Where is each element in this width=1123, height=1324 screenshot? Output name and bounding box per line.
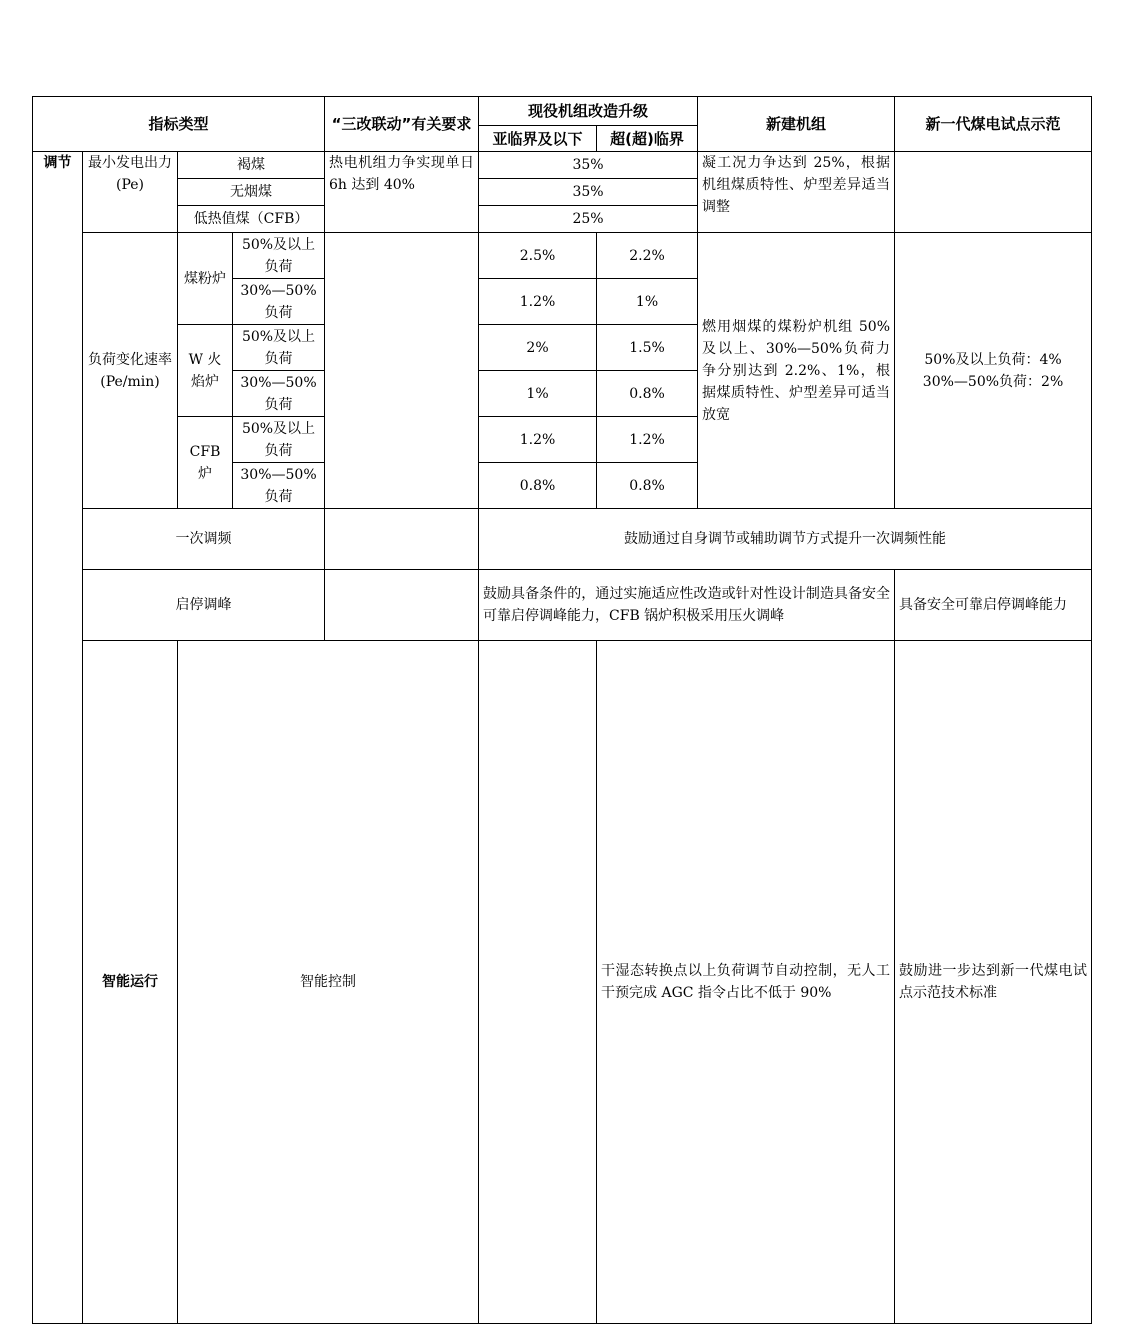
primary-freq-requirement-empty <box>325 509 479 570</box>
rate-value-super: 0.8% <box>597 371 698 417</box>
min-output-requirement: 热电机组力争实现单日 6h 达到 40% <box>325 152 479 233</box>
load-rate-new-gen-line2: 30%—50%负荷：2% <box>922 373 1064 390</box>
rate-value-sub: 0.8% <box>479 463 597 509</box>
furnace-cfb: CFB 炉 <box>178 417 233 509</box>
rate-value-super: 1% <box>597 279 698 325</box>
smart-group-label: 智能运行 <box>83 641 178 1324</box>
coal-type-lignite: 褐煤 <box>178 152 325 179</box>
primary-freq-text: 鼓励通过自身调节或辅助调节方式提升一次调频性能 <box>479 509 1092 570</box>
smart-requirement-empty <box>479 641 597 1324</box>
furnace-w-flame: W 火焰炉 <box>178 325 233 417</box>
header-new-gen-demo: 新一代煤电试点示范 <box>895 97 1092 152</box>
rate-value-sub: 1% <box>479 371 597 417</box>
primary-freq-label: 一次调频 <box>83 509 325 570</box>
load-level: 30%—50%负荷 <box>233 371 325 417</box>
start-stop-requirement-empty <box>325 570 479 641</box>
load-level: 50%及以上负荷 <box>233 325 325 371</box>
rate-value-sub: 1.2% <box>479 279 597 325</box>
min-output-lignite-value: 35% <box>479 152 698 179</box>
rate-value-super: 0.8% <box>597 463 698 509</box>
load-rate-new-units: 燃用烟煤的煤粉炉机组 50%及以上、30%—50%负荷力争分别达到 2.2%、1%，根据煤质特性、炉型差异可适当放宽 <box>698 233 895 509</box>
rate-value-super: 1.5% <box>597 325 698 371</box>
load-level: 30%—50%负荷 <box>233 279 325 325</box>
smart-new-units-text: 鼓励进一步达到新一代煤电试点示范技术标准 <box>895 641 1092 1324</box>
header-new-units: 新建机组 <box>698 97 895 152</box>
furnace-pulverized: 煤粉炉 <box>178 233 233 325</box>
rate-value-super: 2.2% <box>597 233 698 279</box>
header-subcritical: 亚临界及以下 <box>479 126 597 152</box>
min-output-new-units: 凝工况力争达到 25%，根据机组煤质特性、炉型差异适当调整 <box>698 152 895 233</box>
load-level: 50%及以上负荷 <box>233 233 325 279</box>
load-rate-label: 负荷变化速率(Pe/min) <box>83 233 178 509</box>
min-output-anthracite-value: 35% <box>479 179 698 206</box>
header-existing-upgrade: 现役机组改造升级 <box>479 97 698 126</box>
smart-control-label: 智能控制 <box>178 641 479 1324</box>
rate-value-sub: 2% <box>479 325 597 371</box>
load-level: 50%及以上负荷 <box>233 417 325 463</box>
header-supercritical: 超(超)临界 <box>597 126 698 152</box>
rate-value-super: 1.2% <box>597 417 698 463</box>
header-three-reforms: “三改联动”有关要求 <box>325 97 479 152</box>
min-output-new-gen <box>895 152 1092 233</box>
rate-value-sub: 1.2% <box>479 417 597 463</box>
start-stop-text: 鼓励具备条件的，通过实施适应性改造或针对性设计制造具备安全可靠启停调峰能力，CFB 锅炉积极采用压火调峰 <box>479 570 895 641</box>
rate-value-sub: 2.5% <box>479 233 597 279</box>
load-rate-new-gen-line1: 50%及以上负荷：4% <box>924 351 1062 368</box>
start-stop-label: 启停调峰 <box>83 570 325 641</box>
regulation-group-label: 调节 <box>33 152 83 1324</box>
load-rate-new-gen <box>895 233 1092 509</box>
min-output-low-calorific-value: 25% <box>479 206 698 233</box>
coal-type-anthracite: 无烟煤 <box>178 179 325 206</box>
smart-existing-text: 干湿态转换点以上负荷调节自动控制，无人工干预完成 AGC 指令占比不低于 90% <box>597 641 895 1324</box>
load-rate-requirement-empty <box>325 233 479 509</box>
start-stop-new-gen: 具备安全可靠启停调峰能力 <box>895 570 1092 641</box>
min-output-label: 最小发电出力(Pe) <box>83 152 178 233</box>
indicator-table <box>32 96 1092 1324</box>
header-indicator-type: 指标类型 <box>33 97 325 152</box>
load-level: 30%—50%负荷 <box>233 463 325 509</box>
coal-type-low-calorific: 低热值煤（CFB） <box>178 206 325 233</box>
